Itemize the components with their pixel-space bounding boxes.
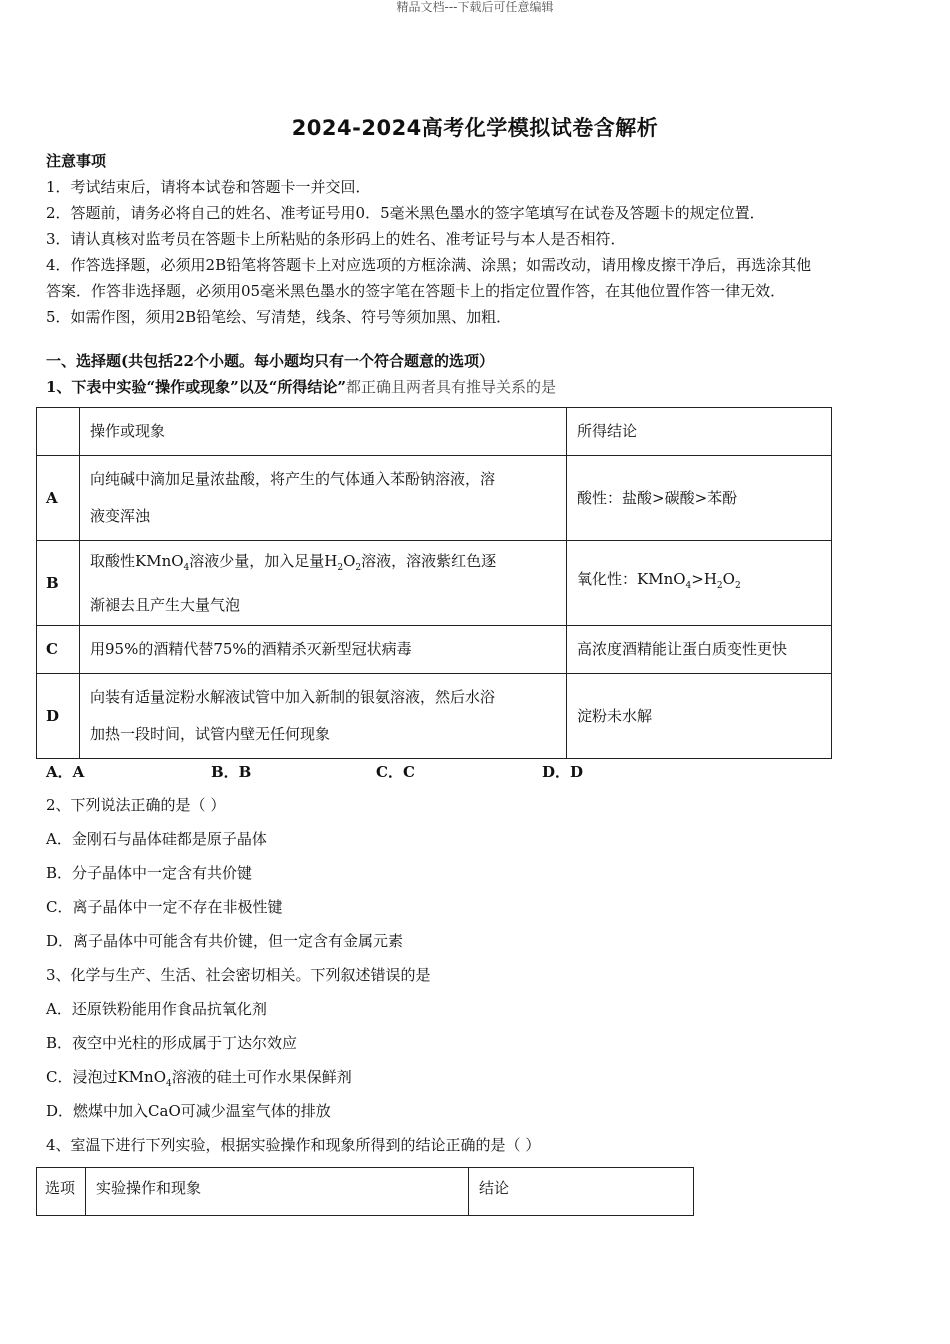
header-cell: 选项 bbox=[37, 1168, 86, 1216]
option-c[interactable]: C．浸泡过KMnO$_4$溶液的硅土可作水果保鲜剂 bbox=[46, 1068, 352, 1089]
header-note: 精品文档---下载后可任意编辑 bbox=[396, 0, 554, 14]
q1-options bbox=[46, 760, 846, 784]
notice-item: 5．如需作图，须用2B铅笔绘、写清楚，线条、符号等须加黑、加粗． bbox=[46, 308, 512, 326]
option-d[interactable]: D．D bbox=[542, 763, 584, 781]
option-b[interactable]: B．B bbox=[211, 763, 252, 781]
row-label: A bbox=[37, 456, 80, 541]
q1-table bbox=[36, 407, 832, 759]
q1-stem-rest: 都正确且两者具有推导关系的是 bbox=[345, 378, 556, 396]
header-cell: 实验操作和现象 bbox=[86, 1168, 469, 1216]
notice-item: 1．考试结束后，请将本试卷和答题卡一并交回． bbox=[46, 178, 371, 196]
op-line: 渐褪去且产生大量气泡 bbox=[90, 595, 241, 614]
row-conclusion: 酸性：盐酸>碳酸>苯酚 bbox=[567, 456, 832, 541]
op-line: 加热一段时间，试管内壁无任何现象 bbox=[90, 725, 331, 743]
op-line: 向装有适量淀粉水解液试管中加入新制的银氨溶液，然后水浴 bbox=[90, 688, 496, 706]
header-cell: 操作或现象 bbox=[80, 408, 567, 456]
q3-stem: 3、化学与生产、生活、社会密切相关。下列叙述错误的是 bbox=[46, 966, 431, 984]
row-conclusion: 氧化性：$KMnO_4>H_2O_2$ bbox=[567, 541, 832, 626]
option-a[interactable]: A．金刚石与晶体硅都是原子晶体 bbox=[46, 830, 267, 848]
row-conclusion: 高浓度酒精能让蛋白质变性更快 bbox=[567, 626, 832, 674]
option-c[interactable]: C．离子晶体中一定不存在非极性键 bbox=[46, 898, 283, 916]
table-row bbox=[37, 674, 832, 759]
header-cell: 所得结论 bbox=[567, 408, 832, 456]
table-header-row bbox=[37, 408, 832, 456]
option-c[interactable]: C．C bbox=[376, 763, 415, 781]
row-operation bbox=[80, 456, 567, 541]
notice-item: 2．答题前，请务必将自己的姓名、准考证号用0．5毫米黑色墨水的签字笔填写在试卷及答题卡的规定位置． bbox=[46, 204, 765, 222]
row-operation bbox=[80, 674, 567, 759]
notice-heading: 注意事项 bbox=[46, 152, 107, 170]
q2-q4-section bbox=[46, 788, 916, 1162]
option-d[interactable]: D．离子晶体中可能含有共价键，但一定含有金属元素 bbox=[46, 932, 404, 950]
q4-table bbox=[36, 1167, 694, 1216]
notice-item: 3．请认真核对监考员在答题卡上所粘贴的条形码上的姓名、准考证号与本人是否相符． bbox=[46, 230, 626, 248]
table-row bbox=[37, 456, 832, 541]
notice-item: 4．作答选择题，必须用2B铅笔将答题卡上对应选项的方框涂满、涂黑；如需改动，请用橡皮擦干净后，再选涂其他 bbox=[46, 256, 812, 274]
row-label: D bbox=[37, 674, 80, 759]
row-label: B bbox=[37, 541, 80, 626]
notice-section bbox=[46, 148, 916, 330]
q1-stem-bold: 1、下表中实验“操作或现象”以及“所得结论” bbox=[46, 378, 346, 396]
op-line: 向纯碱中滴加足量浓盐酸，将产生的气体通入苯酚钠溶液，溶 bbox=[90, 470, 496, 488]
row-operation: 用95%的酒精代替75%的酒精杀灭新型冠状病毒 bbox=[80, 626, 567, 674]
table-row bbox=[37, 626, 832, 674]
option-b[interactable]: B．夜空中光柱的形成属于丁达尔效应 bbox=[46, 1034, 298, 1052]
table-header-row bbox=[37, 1168, 694, 1216]
row-label: C bbox=[37, 626, 80, 674]
row-operation bbox=[80, 541, 567, 626]
q1-stem bbox=[46, 374, 916, 400]
row-conclusion: 淀粉未水解 bbox=[567, 674, 832, 759]
option-d[interactable]: D．燃煤中加入CaO可减少温室气体的排放 bbox=[46, 1102, 331, 1120]
q4-stem: 4、室温下进行下列实验，根据实验操作和现象所得到的结论正确的是（ ） bbox=[46, 1136, 541, 1154]
option-a[interactable]: A．还原铁粉能用作食品抗氧化剂 bbox=[46, 1000, 267, 1018]
op-line: 取酸性KMnO$_4$溶液少量，加入足量$H_2O_2$溶液，溶液紫红色逐 bbox=[90, 551, 497, 573]
option-b[interactable]: B．分子晶体中一定含有共价键 bbox=[46, 864, 253, 882]
section-heading: 一、选择题(共包括22个小题。每小题均只有一个符合题意的选项） bbox=[46, 352, 494, 370]
header-cell: 结论 bbox=[469, 1168, 694, 1216]
page-title: 2024-2024高考化学模拟试卷含解析 bbox=[291, 116, 659, 140]
notice-item: 答案．作答非选择题，必须用05毫米黑色墨水的签字笔在答题卡上的指定位置作答，在其他位置作答一律无效． bbox=[46, 282, 786, 300]
table-row bbox=[37, 541, 832, 626]
option-a[interactable]: A．A bbox=[46, 763, 85, 781]
q2-stem: 2、下列说法正确的是（ ） bbox=[46, 796, 226, 814]
section-1 bbox=[46, 348, 916, 400]
header-cell bbox=[37, 408, 80, 456]
op-line: 液变浑浊 bbox=[90, 507, 151, 525]
